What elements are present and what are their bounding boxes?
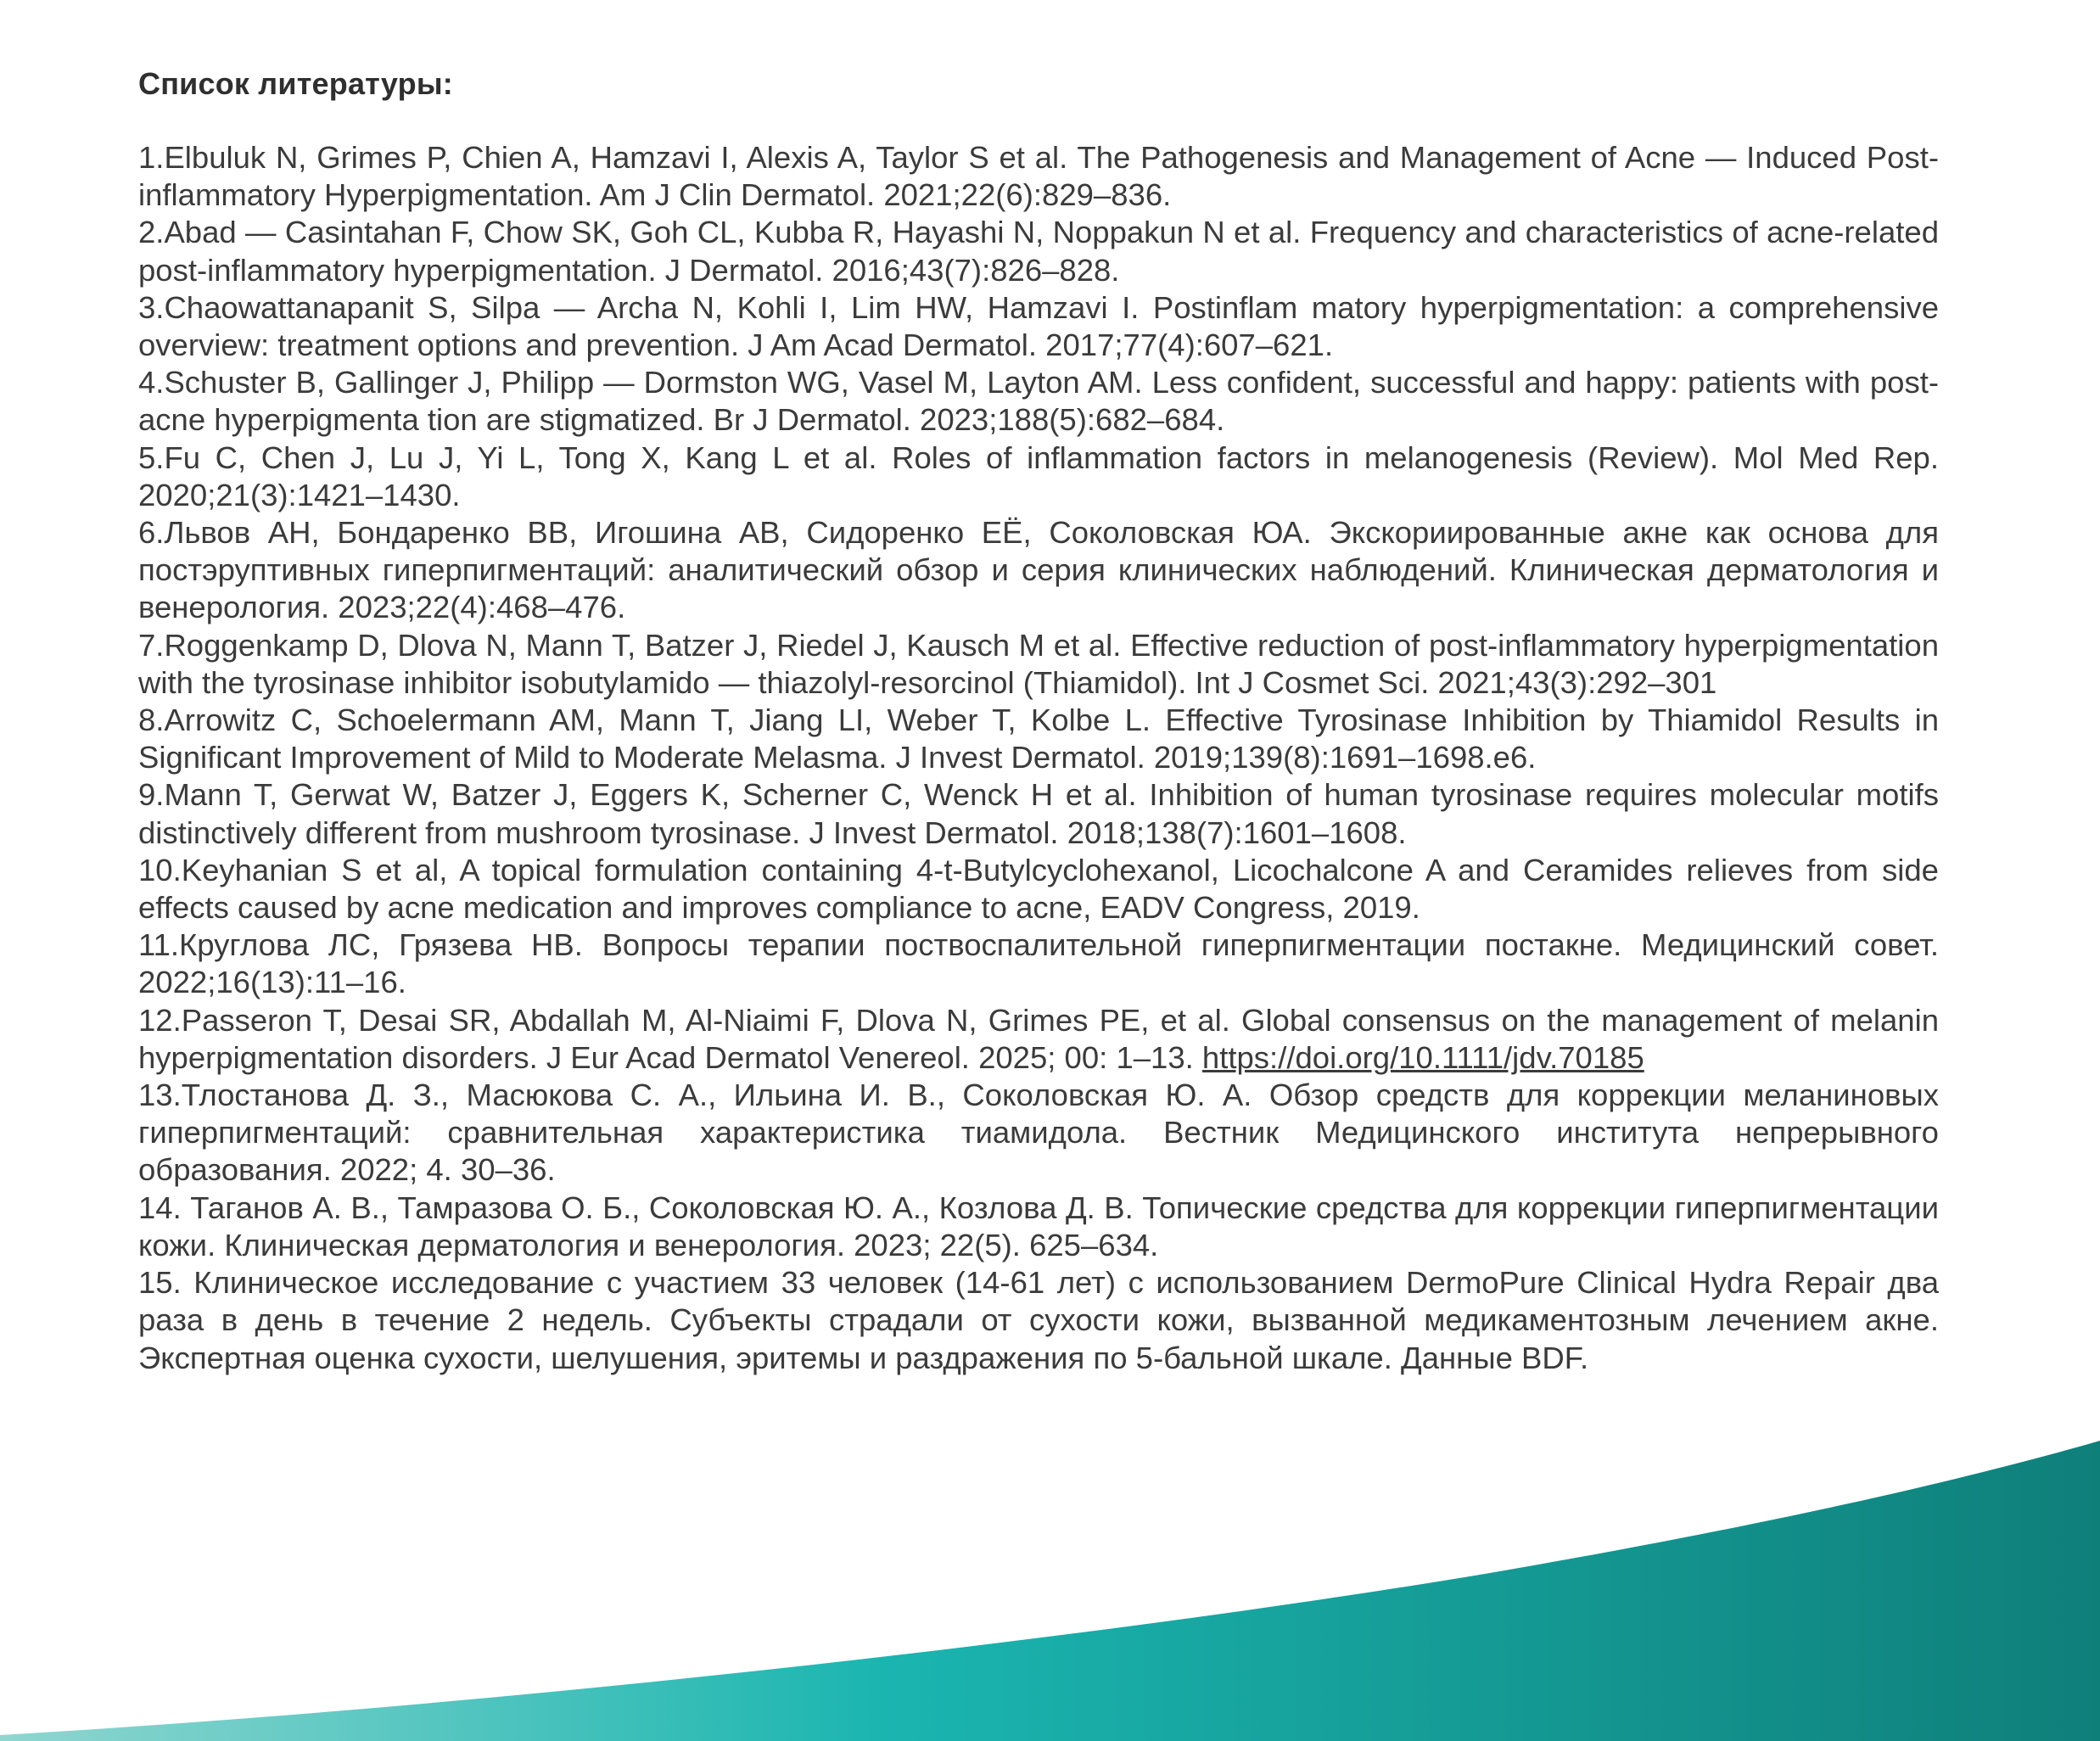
reference-item: [138, 289, 1939, 364]
reference-text: 7.Roggenkamp D, Dlova N, Mann T, Batzer J, Riedel J, Kausch M et al. Effective reduction of post-inflammatory hyperpigmentation with the tyrosinase inhibitor isobutylamido — thiazolyl-resorcinol (Thiamidol). Int J Cosmet Sci. 2021;43(3):292–301: [138, 627, 1939, 700]
reference-text: 12.Passeron T, Desai SR, Abdallah M, Al-Niaimi F, Dlova N, Grimes PE, et al. Global consensus on the management of melanin hyperpigmentation disorders. J Eur Acad Dermatol Venereol. 2025; 00: 1–13.: [138, 1002, 1939, 1075]
reference-item: [138, 1002, 1939, 1077]
reference-text: 14. Таганов А. В., Тамразова О. Б., Соколовская Ю. А., Козлова Д. В. Топические средства для коррекции гиперпигментации кожи. Клиническая дерматология и венерология. 2023; 22(5). 625–634.: [138, 1190, 1939, 1262]
reference-text: 13.Тлостанова Д. З., Масюкова С. А., Ильина И. В., Соколовская Ю. А. Обзор средств для коррекции меланиновых гиперпигментаций: сравнительная характеристика тиамидола. Вестник Медицинского института непрерывного образования. 2022; 4. 30–36.: [138, 1078, 1939, 1188]
reference-text: 6.Львов АН, Бондаренко ВВ, Игошина АВ, Сидоренко ЕЁ, Соколовская ЮА. Экскориированные акне как основа для постэруптивных гиперпигментаций: аналитический обзор и серия клинических наблюдений. Клиническая дерматология и венерология. 2023;22(4):468–476.: [138, 515, 1939, 625]
reference-item: [138, 926, 1939, 1001]
reference-item: [138, 627, 1939, 702]
reference-item: [138, 1190, 1939, 1264]
reference-item: [138, 1077, 1939, 1190]
reference-item: [138, 702, 1939, 776]
reference-item: [138, 776, 1939, 851]
references-heading: Список литературы:: [138, 66, 453, 101]
reference-item: [138, 852, 1939, 926]
reference-item: [138, 139, 1939, 214]
reference-text: 5.Fu C, Chen J, Lu J, Yi L, Tong X, Kang L et al. Roles of inflammation factors in melanogenesis (Review). Mol Med Rep. 2020;21(3):1421–1430.: [138, 439, 1939, 512]
reference-text: 4.Schuster B, Gallinger J, Philipp — Dormston WG, Vasel M, Layton AM. Less confident, successful and happy: patients with post-acne hyperpigmenta tion are stigmatized. Br J Dermatol. 2023;188(5):682–684.: [138, 365, 1939, 438]
reference-item: [138, 364, 1939, 439]
reference-item: [138, 514, 1939, 627]
reference-text: 9.Mann T, Gerwat W, Batzer J, Eggers K, Scherner C, Wenck H et al. Inhibition of human tyrosinase requires molecular motifs distinctively different from mushroom tyrosinase. J Invest Dermatol. 2018;138(7):1601–1608.: [138, 777, 1939, 850]
reference-item: [138, 439, 1939, 514]
decorative-wave: [0, 1425, 2100, 1741]
wave-shape: [0, 1441, 2100, 1741]
reference-text: 3.Chaowattanapanit S, Silpa — Archa N, Kohli I, Lim HW, Hamzavi I. Postinflam matory hyperpigmentation: a comprehensive overview: treatment options and prevention. J Am Acad Dermatol. 2017;77(4):607–621.: [138, 289, 1939, 363]
reference-text: 11.Круглова ЛС, Грязева НВ. Вопросы терапии поствоспалительной гиперпигментации постакне. Медицинский совет. 2022;16(13):11–16.: [138, 927, 1939, 1000]
references-list: [138, 139, 1939, 1377]
reference-item: [138, 214, 1939, 288]
reference-text: 1.Elbuluk N, Grimes P, Chien A, Hamzavi I, Alexis A, Taylor S et al. The Pathogenesis and Management of Acne — Induced Post-inflammatory Hyperpigmentation. Am J Clin Dermatol. 2021;22(6):829–836.: [138, 140, 1939, 213]
reference-item: [138, 1264, 1939, 1377]
reference-text: 8.Arrowitz C, Schoelermann AM, Mann T, Jiang LI, Weber T, Kolbe L. Effective Tyrosinase Inhibition by Thiamidol Results in Significant Improvement of Mild to Moderate Melasma. J Invest Dermatol. 2019;139(8):1691–1698.e6.: [138, 703, 1939, 775]
reference-text: 10.Keyhanian S et al, A topical formulation containing 4-t-Butylcyclohexanol, Licochalcone A and Ceramides relieves from side effects caused by acne medication and improves compliance to acne, EADV Congress, 2019.: [138, 852, 1939, 926]
reference-text: 15. Клиническое исследование с участием 33 человек (14-61 лет) с использованием DermoPure Clinical Hydra Repair два раза в день в течение 2 недель. Субъекты страдали от сухости кожи, вызванной медикаментозным лечением акне. Экспертная оценка сухости, шелушения, эритемы и раздражения по 5-бальной шкале. Данные BDF.: [138, 1265, 1939, 1375]
reference-text: 2.Abad — Casintahan F, Chow SK, Goh CL, Kubba R, Hayashi N, Noppakun N et al. Frequency and characteristics of acne-related post-inflammatory hyperpigmentation. J Dermatol. 2016;43(7):826–828.: [138, 215, 1939, 288]
doi-link[interactable]: https://doi.org/10.1111/jdv.70185: [1201, 1039, 1644, 1075]
